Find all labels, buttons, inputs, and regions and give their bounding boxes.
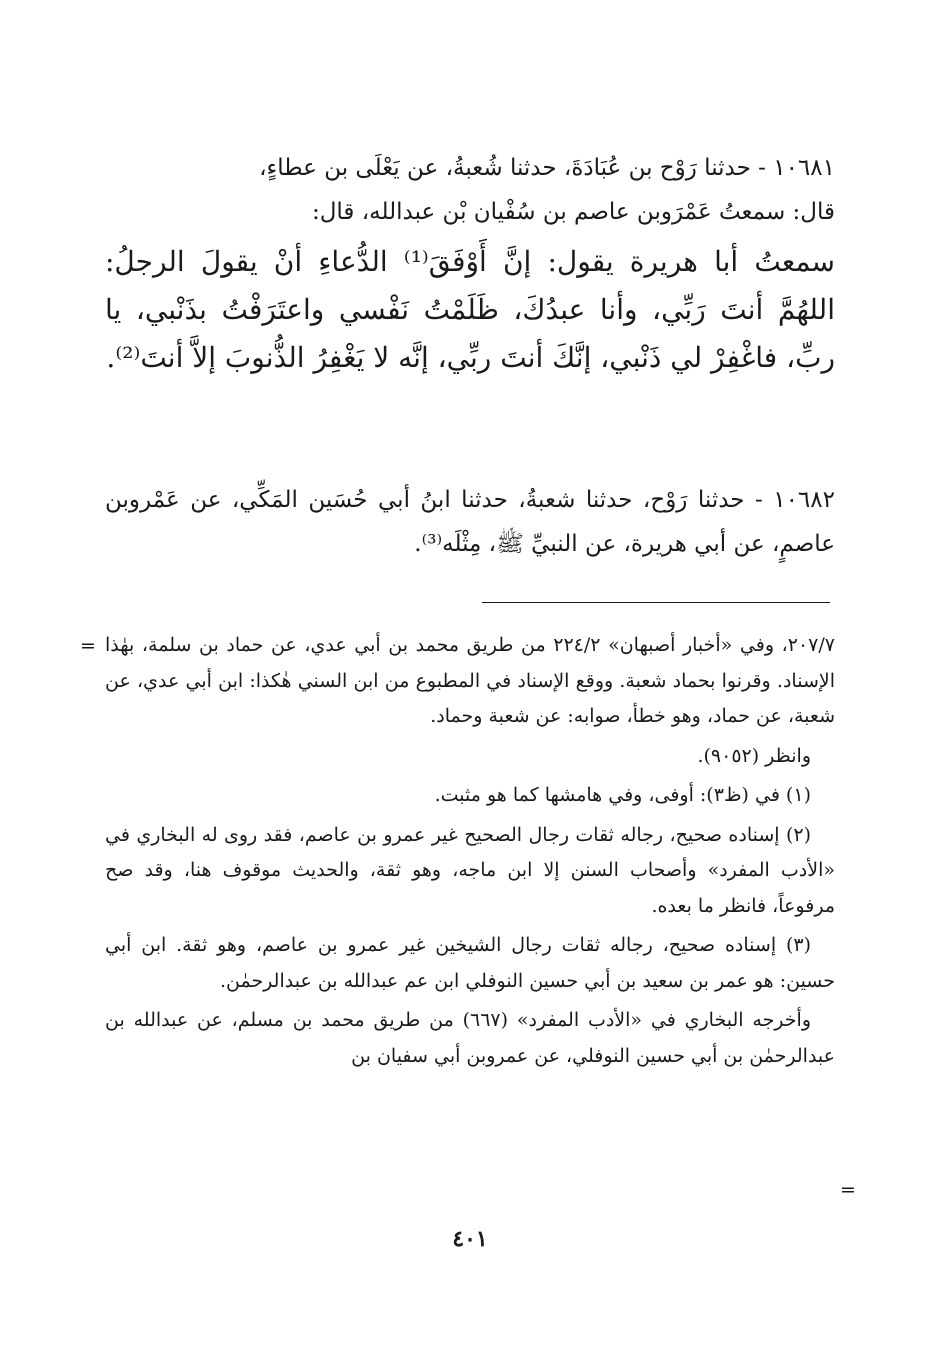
continuation-marker: =: [80, 635, 96, 657]
hadith-10681-isnad: [105, 146, 835, 234]
footnote-see-also: وانظر (٩٠٥٢).: [697, 744, 811, 767]
page-number: ٤٠١: [452, 1226, 488, 1252]
footnote-1: (١) في (ظ٣): أوفى، وفي هامشها كما هو مثبت.: [434, 784, 811, 806]
footnote-separator: [482, 602, 830, 603]
hadith-10681-matn: [105, 238, 835, 382]
footnote-3-continued: وأخرجه البخاري في «الأدب المفرد» (٦٦٧) من طريق محمد بن مسلم، عن عبدالله بن عبدالرحمٰن بن أبي حسين النوفلي، عن عمروبن أبي سفيان بن: [105, 1009, 835, 1067]
matn-text: سمعتُ أبا هريرة يقول: إنَّ أَوْفَقَ⁽¹⁾ الدُّعاءِ أنْ يقولَ الرجلُ: اللهُمَّ أنتَ رَبِّي، وأنا عبدُكَ، ظَلَمْتُ نَفْسي واعتَرَفْتُ بذَنْبي، يا ربِّ، فاغْفِرْ لي ذَنْبي، إنَّكَ أنتَ ربِّي، إنَّه لا يَغْفِرُ الذُّنوبَ إلاَّ أنتَ⁽²⁾.: [105, 245, 835, 374]
footnotes: [105, 628, 835, 1078]
hadith-10682-text: ١٠٦٨٢ - حدثنا رَوْح، حدثنا شعبةُ، حدثنا ابنُ أبي حُسَين المَكِّي، عن عَمْروبن عاصمٍ، عن أبي هريرة، عن النبيِّ ﷺ، مِثْلَه⁽³⁾.: [105, 487, 835, 557]
isnad-line-2: قال: سمعتُ عَمْرَوبن عاصم بن سُفْيان بْن عبدالله، قال:: [311, 199, 835, 225]
footnote-2: (٢) إسناده صحيح، رجاله ثقات رجال الصحيح غير عمرو بن عاصم، فقد روى له البخاري في «الأدب المفرد» وأصحاب السنن إلا ابن ماجه، وهو ثقة، والحديث موقوف هنا، وقد صح مرفوعاً، فانظر ما بعده.: [105, 823, 835, 917]
continues-marker: =: [840, 1179, 856, 1201]
footnote-continued: ٢٠٧/٧، وفي «أخبار أصبهان» ٢٢٤/٢ من طريق محمد بن أبي عدي، عن حماد بن سلمة، بهٰذا الإسناد. وقرنوا بحماد شعبة. ووقع الإسناد في المطبوع من ابن السني هٰكذا: ابن أبي عدي، عن شعبة، عن حماد، وهو خطأ، صوابه: عن شعبة وحماد.: [105, 634, 835, 727]
isnad-line-1: ١٠٦٨١ - حدثنا رَوْح بن عُبَادَةَ، حدثنا شُعبةُ، عن يَعْلَى بن عطاءٍ،: [259, 155, 835, 181]
hadith-10682: [105, 478, 835, 566]
footnote-3: (٣) إسناده صحيح، رجاله ثقات رجال الشيخين غير عمرو بن عاصم، وهو ثقة. ابن أبي حسين: هو عمر بن سعيد بن أبي حسين النوفلي ابن عم عبدالله بن عبدالرحمٰن.: [105, 934, 835, 992]
